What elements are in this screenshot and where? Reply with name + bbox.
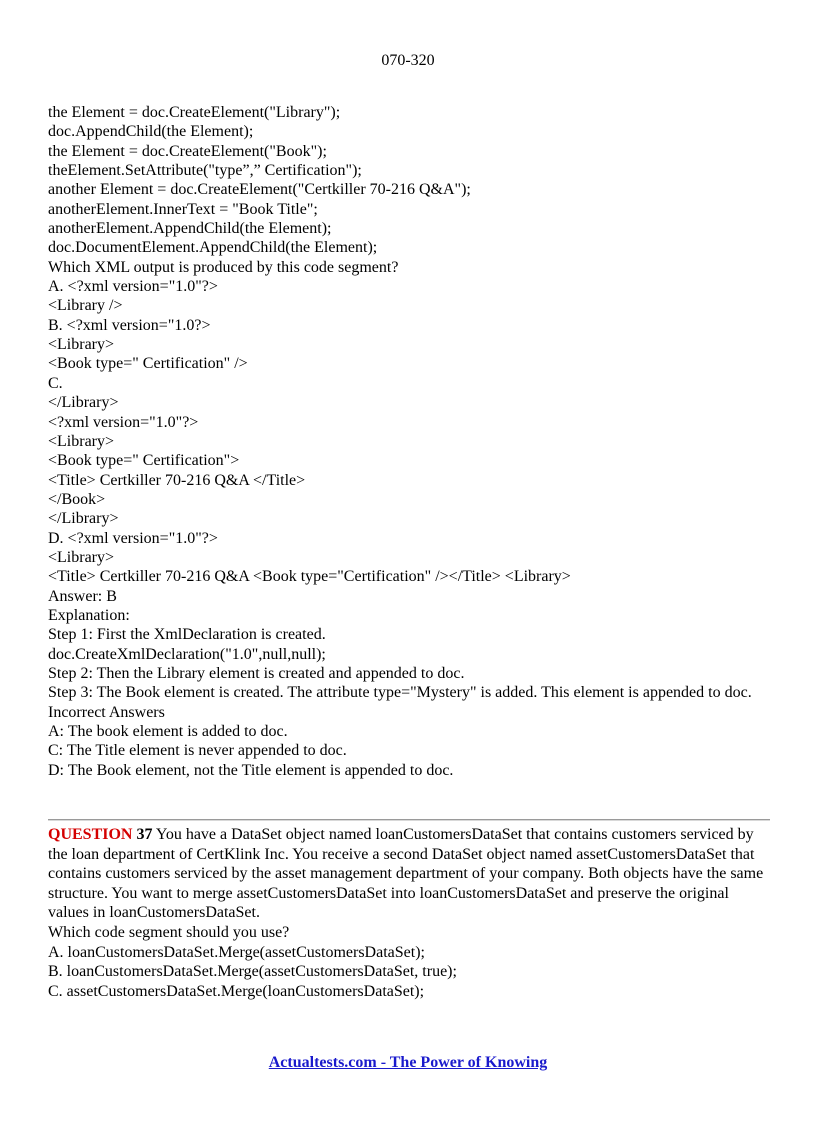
option-line: </Library>	[48, 510, 119, 528]
footer-link[interactable]: Actualtests.com - The Power of Knowing	[268, 1054, 548, 1071]
question-37-prompt: Which code segment should you use?	[48, 923, 290, 941]
incorrect-answer-line: A: The book element is added to doc.	[48, 723, 288, 740]
option-line: <Book type=" Certification" />	[48, 355, 248, 373]
question-37-text	[48, 825, 773, 923]
section-divider	[48, 819, 770, 821]
question-label: QUESTION	[48, 826, 133, 843]
question-37-option: C. assetCustomersDataSet.Merge(loanCustomersDataSet);	[48, 982, 425, 1000]
option-line: <Book type=" Certification">	[48, 452, 240, 470]
code-line: theElement.SetAttribute("type”,” Certification");	[48, 162, 362, 180]
option-line: <Title> Certkiller 70-216 Q&A </Title>	[48, 471, 306, 489]
code-line: doc.AppendChild(the Element);	[48, 123, 254, 141]
option-line: <Library>	[48, 336, 115, 354]
option-line: </Book>	[48, 490, 106, 508]
incorrect-answers-label: Incorrect Answers	[48, 703, 165, 721]
option-line: <Library>	[48, 548, 115, 566]
code-line: the Element = doc.CreateElement("Library");	[48, 104, 341, 121]
option-line: B. <?xml version="1.0?>	[48, 316, 211, 334]
question-prompt: Which XML output is produced by this code segment?	[48, 258, 399, 276]
code-line: another Element = doc.CreateElement("Certkiller 70-216 Q&A");	[48, 181, 471, 199]
option-line: </Library>	[48, 394, 119, 412]
code-line: anotherElement.InnerText = "Book Title";	[48, 200, 318, 218]
option-line: <?xml version="1.0"?>	[48, 413, 199, 431]
explanation-line: Step 2: Then the Library element is created and appended to doc.	[48, 664, 465, 682]
page-footer	[0, 1054, 816, 1072]
explanation-line: Step 1: First the XmlDeclaration is created.	[48, 626, 326, 644]
incorrect-answer-line: D: The Book element, not the Title element is appended to doc.	[48, 761, 454, 779]
option-line: <Library>	[48, 432, 115, 450]
code-line: doc.DocumentElement.AppendChild(the Element);	[48, 239, 378, 257]
option-line: C.	[48, 374, 63, 392]
code-line: the Element = doc.CreateElement("Book");	[48, 142, 327, 160]
question-body	[48, 103, 773, 780]
explanation-label: Explanation:	[48, 606, 130, 624]
answer-line: Answer: B	[48, 587, 117, 605]
code-line: anotherElement.AppendChild(the Element);	[48, 220, 332, 238]
incorrect-answer-line: C: The Title element is never appended to doc.	[48, 742, 347, 760]
page-header-code: 070-320	[381, 52, 435, 69]
option-line: <Title> Certkiller 70-216 Q&A <Book type="Certification" /></Title> <Library>	[48, 568, 571, 586]
explanation-line: Step 3: The Book element is created. The attribute type="Mystery" is added. This element is appended to doc.	[48, 684, 752, 702]
question-37-option: B. loanCustomersDataSet.Merge(assetCustomersDataSet, true);	[48, 963, 457, 981]
question-37-option: A. loanCustomersDataSet.Merge(assetCustomersDataSet);	[48, 943, 425, 961]
question-number: 37	[136, 826, 153, 843]
question-37-body: You have a DataSet object named loanCustomersDataSet that contains customers serviced by the loan department of CertKlink Inc. You receive a second DataSet object named assetCustomersDataSet that contains customers serviced by the asset management department of your company. Both objects have the same structure. You want to merge assetCustomersDataSet into loanCustomersDataSet and preserve the original values in loanCustomersDataSet.	[48, 826, 764, 922]
explanation-line: doc.CreateXmlDeclaration("1.0",null,null);	[48, 645, 326, 663]
question-37	[48, 825, 773, 1001]
option-line: A. <?xml version="1.0"?>	[48, 278, 218, 296]
option-line: D. <?xml version="1.0"?>	[48, 529, 218, 547]
option-line: <Library />	[48, 297, 123, 315]
